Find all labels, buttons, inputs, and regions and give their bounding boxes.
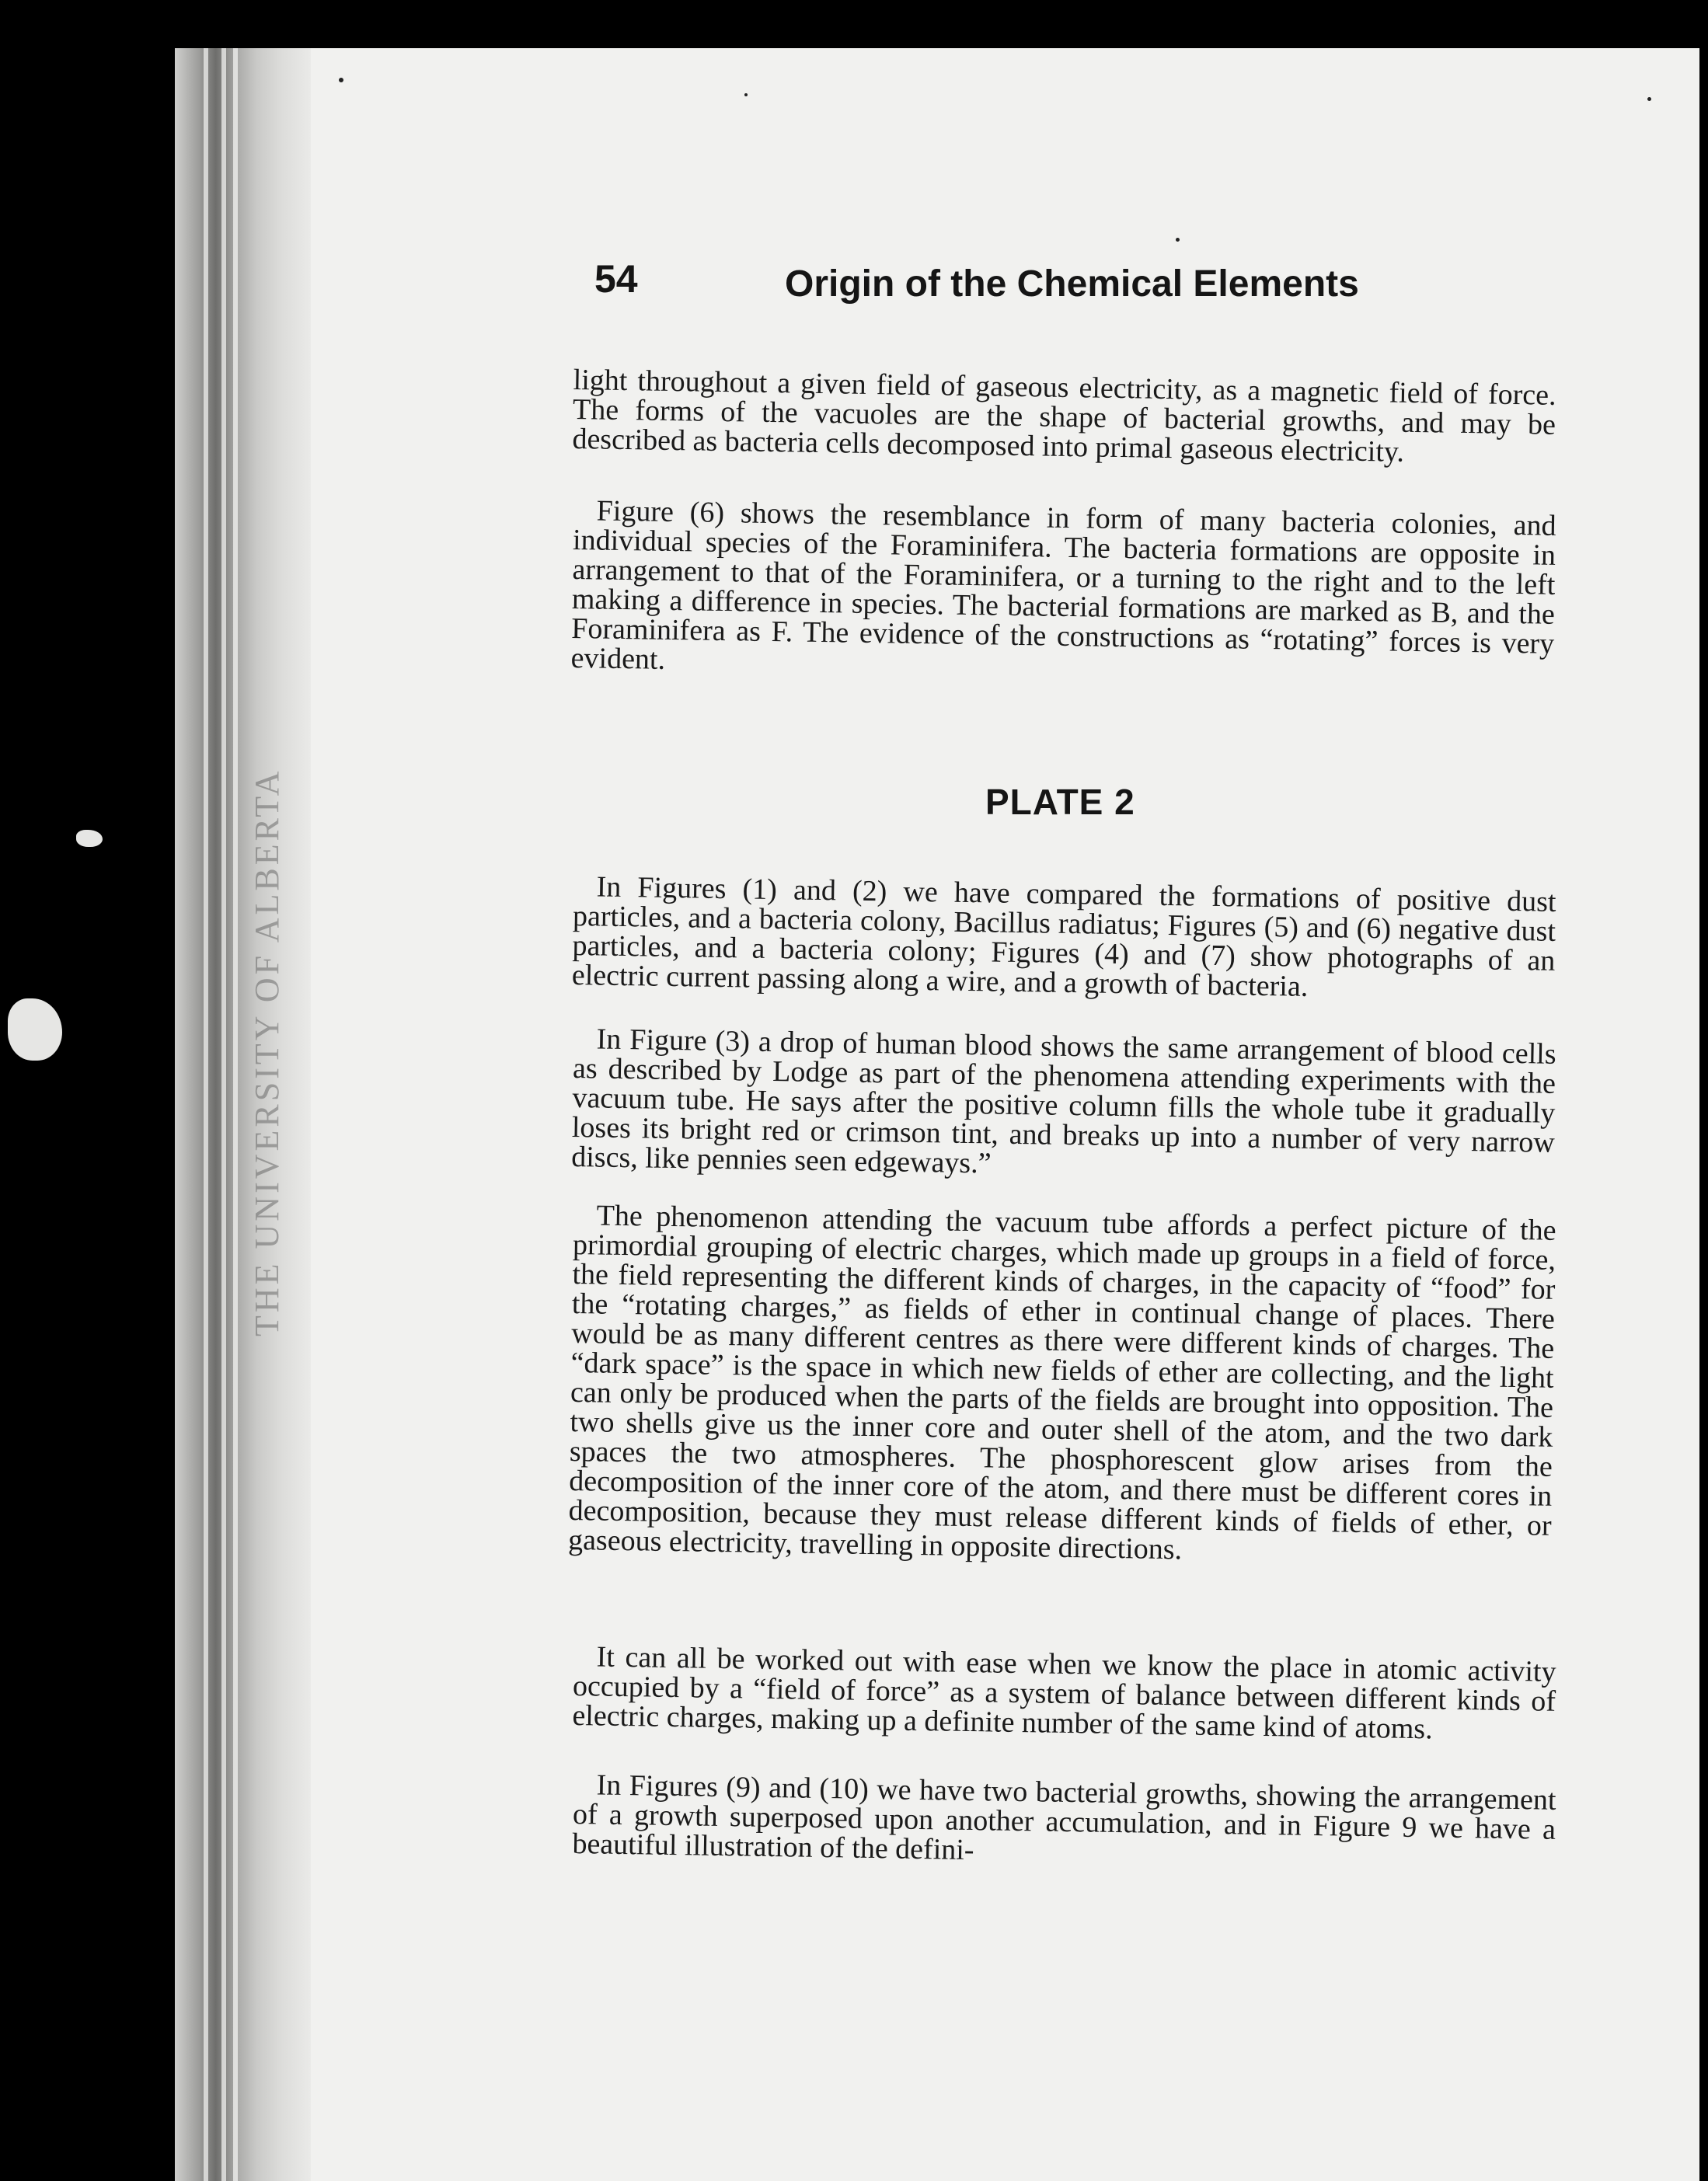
library-stamp-text: THE UNIVERSITY OF ALBERTA (248, 768, 286, 1336)
body-paragraph: In Figures (9) and (10) we have two bacterial growths, showing the arrangement of a growth superposed upon another accumulation, and in Figure 9 we have a beautiful illustration of the defini- (572, 1768, 1556, 1867)
binding-stripe (204, 48, 208, 2181)
section-heading: PLATE 2 (985, 782, 1135, 822)
body-paragraph: In Figures (1) and (2) we have compared the formations of positive dust particles, and a bacteria colony, Bacillus radiatus; Figures (5) and (6) negative dust particles, and a bacteria colony; Figures (4) and (7) show photographs of an electric current passing along a wire, and a growth of bacteria. (571, 870, 1556, 1003)
scan-blot (8, 998, 62, 1061)
body-paragraph: In Figure (3) a drop of human blood shows the same arrangement of blood cells as described by Lodge as part of the phenomena attending experiments with the vacuum tube. He says after the positive column fills the whole tube it gradually loses its bright red or crimson tint, and breaks up into a number of very narrow discs, like pennies seen edgeways.” (570, 1023, 1556, 1180)
binding-stripe (233, 48, 238, 2181)
body-paragraph: Figure (6) shows the resemblance in form of many bacteria colonies, and individual species of the Foraminifera. The bacteria formations are opposite in arrangement to that of the Foraminifera, or a turning to the right and to the left making a difference in species. The bacterial formations are marked as B, and the Foraminifera as F. The evidence of the constructions as “rotating” forces is very evident. (570, 494, 1556, 676)
scan-blot (76, 830, 103, 847)
book-binding-gutter (175, 48, 311, 2181)
scan-speck (1647, 97, 1651, 101)
scan-speck (339, 78, 343, 82)
body-paragraph: The phenomenon attending the vacuum tube affords a perfect picture of the primordial grouping of electric charges, which made up groups in a field of force, the field representing the different kinds of charges, in the capacity of “food” for the “rotating charges,” as fields of ether in continual change of places. There would be as many different centres as there were different kinds of charges. The “dark space” is the space in which new fields of ether are collecting, and the light can only be produced when the parts of the fields are brought into opposition. The two shells give us the inner core and outer shell of the atom, and the two dark spaces the two atmospheres. The phosphorescent glow arises from the decomposition of the inner core of the atom, and there must be different cores in decomposition, because they must release different kinds of fields of ether, or gaseous electricity, travelling in opposite directions. (567, 1199, 1556, 1566)
body-paragraph: light throughout a given field of gaseous electricity, as a magnetic field of force. The forms of the vacuoles are the shape of bacterial growths, and may be described as bacteria cells decomposed into primal gaseous electricity. (572, 364, 1556, 469)
scan-speck (1176, 238, 1180, 242)
page-header (594, 250, 1395, 320)
page-number: 54 (594, 257, 638, 301)
body-paragraph: It can all be worked out with ease when we know the place in atomic activity occupied by a “field of force” as a system of balance between different kinds of electric charges, making up a definite number of the same kind of atoms. (572, 1640, 1556, 1746)
scan-speck (744, 93, 748, 96)
binding-stripe (221, 48, 226, 2181)
running-title: Origin of the Chemical Elements (785, 263, 1359, 305)
